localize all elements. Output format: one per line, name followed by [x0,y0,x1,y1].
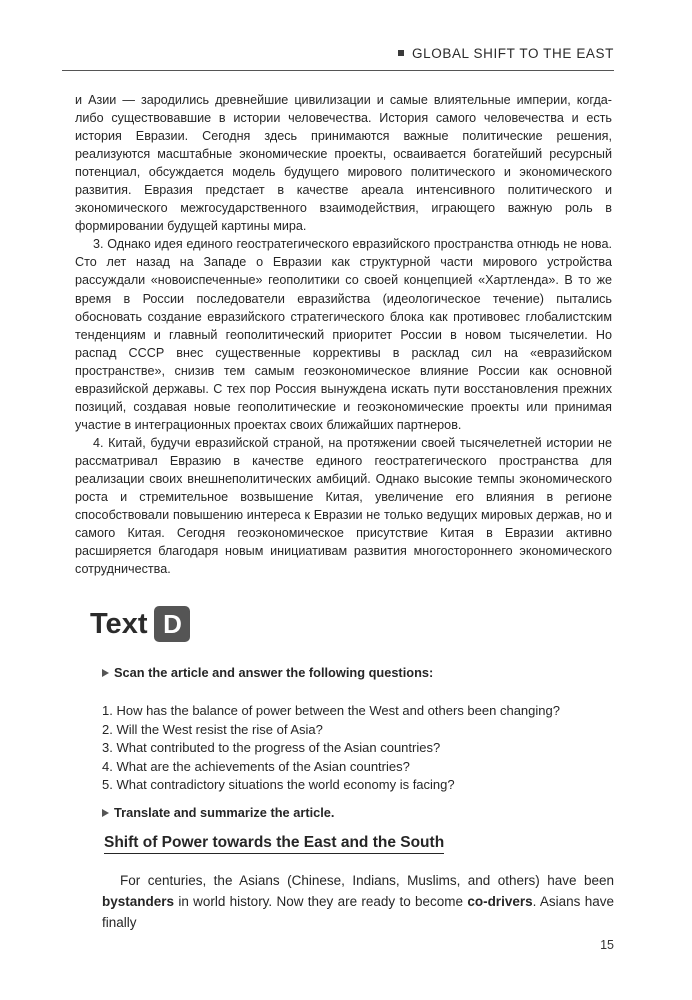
section-heading-word: Text [90,607,148,640]
article-body [102,870,614,933]
vocabulary-term: co-drivers [467,894,533,909]
article-paragraph [102,870,614,933]
question-item: 3. What contributed to the progress of the Asian countries? [102,740,441,756]
instruction-translate [102,805,334,820]
triangle-bullet-icon [102,809,109,817]
section-heading [90,605,190,643]
russian-paragraph: 4. Китай, будучи евразийской страной, на протяжении своей тысячелетней истории не рассматривал Евразию в качестве единого геостратегического пространства для реализации своих внешнеполитических амбиций. Однако высокие темпы экономического роста и стремительное возвышение Китая, увеличение его влияния в регионе способствовали повышению интереса к Евразии не только ведущих мировых держав, но и самого Китая. Сегодня геоэкономическое присутствие Китая в Евразии активно расширяется благодаря новым инициативам развития многостороннего экономического сотрудничества. [75,435,612,577]
question-item: 4. What are the achievements of the Asian countries? [102,758,410,774]
question-list [102,702,560,795]
question-item: 2. Will the West resist the rise of Asia? [102,721,323,737]
article-text: . Asians have finally [102,894,614,930]
instruction-scan-text: Scan the article and answer the following questions: [114,665,434,680]
page-number: 15 [600,938,614,952]
article-text: in world history. Now they are ready to become [174,894,468,909]
instruction-scan [102,665,433,680]
triangle-bullet-icon [102,669,109,677]
russian-paragraph: и Азии — зародились древнейшие цивилизации и самые влиятельные империи, когда-либо существовавшие в истории человечества. История самого человечества и есть история Евразии. Сегодня здесь принимаются важные политические решения, реализуются масштабные экономические проекты, осваивается богатейший ресурсный потенциал, обсуждается модель будущего мирового политического и экономического развития. Евразия предстает в качестве ареала интенсивного политического и экономического межгосударственного взаимодействия, играющего важную роль в формировании будущей картины мира. [75,93,612,234]
header-divider [62,70,614,71]
section-letter-badge: D [154,606,190,642]
running-header [62,46,614,61]
instruction-translate-text: Translate and summarize the article. [114,805,335,820]
square-bullet-icon [398,50,404,56]
vocabulary-term: bystanders [102,894,175,909]
question-item: 1. How has the balance of power between the West and others been changing? [102,703,560,718]
running-title: GLOBAL SHIFT TO THE EAST [412,46,614,61]
russian-paragraph: 3. Однако идея единого геостратегического евразийского пространства отнюдь не нова. Сто лет назад на Западе о Евразии как структурной части мирового устройства рассуждали «новоиспеченные» геополитики со своей концепцией «Хартленда». В то же время в России последователи евразийства (идеологическое течение) пытались обосновать создание евразийского стратегического блока как противовес глобалистским тенденциям и главный геополитический приоритет России в новом тысячелетии. Но распад СССР внес существенные коррективы в расклад сил на «евразийском пространстве», снизив тем самым геоэкономическое влияние России как основной евразийской державы. С тех пор Россия вынуждена искать пути восстановления прежних позиций, создавая новые геополитические и геоэкономические проекты или принимая участие в интеграционных проектах своих ближайших партнеров. [75,237,612,432]
article-text: For centuries, the Asians (Chinese, Indians, Muslims, and others) have been [120,873,614,888]
question-item: 5. What contradictory situations the world economy is facing? [102,777,455,793]
article-title: Shift of Power towards the East and the South [104,834,444,854]
russian-text-block [75,91,612,578]
